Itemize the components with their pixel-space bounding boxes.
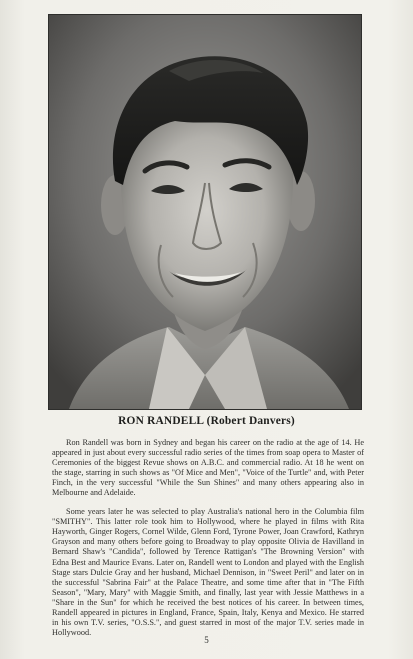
portrait-caption: RON RANDELL (Robert Danvers): [118, 415, 295, 427]
biography-text: [52, 438, 364, 647]
biography-paragraph-1: Ron Randell was born in Sydney and began his career on the radio at the age of 14. He appeared in just about every successful radio series of the times from soap opera to Master of Ceremonies of the biggest Revue shows on A.B.C. and commercial radio. At 18 he went on the stage, starring in such shows as "Of Mice and Men", "Voice of the Turtle" and, with Peter Finch, in the very successful "While the Sun Shines" and many others appearing also in Melbourne and Adelaide.: [52, 438, 364, 498]
biography-paragraph-2: Some years later he was selected to play Australia's national hero in the Columbia film "SMITHY". This latter role took him to Hollywood, where he played in films with Rita Hayworth, Ginger Rogers, Cornel Wilde, Glenn Ford, Tyrone Power, Joan Crawford, Kathryn Grayson and many others before going to Broadway to play opposite Olivia de Havilland in Bernard Shaw's "Candida", followed by Terence Rattigan's "The Browning Version" with Edna Best and Maurice Evans. Later on, Randell went to London and played with the English Stage stars Dulcie Gray and her husband, Michael Dennison, in "Sweet Peril" and later on in the successful "Sabrina Fair" at the Palace Theatre, and some time after that in "The Fifth Season", "Mary, Mary" with Maggie Smith, and finally, last year with Jessie Matthews in a "Share in the Sun" for which he received the best notices of his career. In between times, Randell appeared in pictures in England, France, Spain, Italy, Kenya and Mexico. He starred in his own T.V. series, "O.S.S.", and guest starred in most of the major T.V. series made in Hollywood.: [52, 507, 364, 637]
page-number: 5: [204, 635, 209, 645]
portrait-illustration: [49, 15, 361, 409]
portrait-photo: [48, 14, 362, 410]
